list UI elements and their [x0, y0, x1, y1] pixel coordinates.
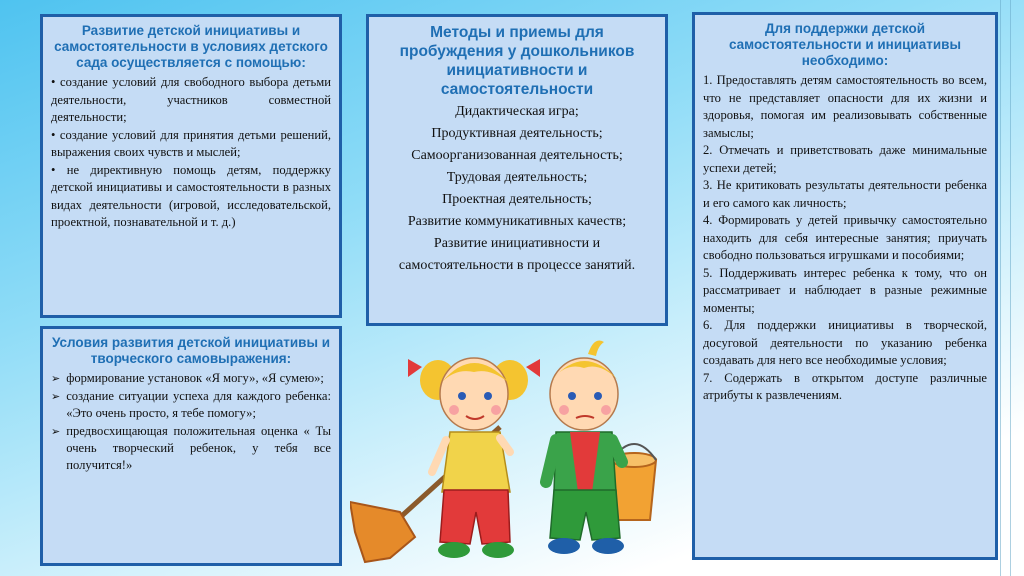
arrow-bullet-icon: ➢: [51, 425, 61, 438]
conditions-item: ➢ формирование установок «Я могу», «Я сумею»;: [51, 371, 324, 385]
method-item: Развитие инициативности и самостоятельности в процессе занятий.: [398, 236, 636, 273]
method-item: Продуктивная деятельность;: [431, 126, 603, 141]
arrow-bullet-icon: ➢: [51, 372, 61, 385]
conditions-title: Условия развития детской инициативы и творческого самовыражения:: [51, 335, 331, 366]
support-item: 2. Отмечать и приветствовать даже минимальные успехи детей;: [703, 143, 987, 175]
arrow-bullet-icon: ➢: [51, 390, 61, 403]
initiative-item: • создание условий для принятия детьми решений, выражения своих чувств и мыслей;: [51, 127, 331, 159]
method-item: Развитие коммуникативных качеств;: [407, 214, 627, 229]
methods-title: Методы и приемы для пробуждения у дошкольников инициативности и самостоятельности: [399, 24, 635, 98]
support-item: 5. Поддерживать интерес ребенка к тому, что он рассматривает и наблюдает в разные режимные моменты;: [703, 265, 987, 315]
support-title: Для поддержки детской самостоятельности и инициативы необходимо:: [729, 21, 961, 68]
girl-figure: [350, 358, 540, 562]
support-item: 6. Для поддержки инициативы в творческой, досуговой деятельности по указанию ребенка создавать для него все необходимые условия;: [703, 318, 987, 367]
support-item: 7. Содержать в открытом доступе различные атрибуты к развлечениям.: [703, 370, 987, 402]
method-item: Самоорганизованная деятельность;: [411, 148, 623, 163]
support-panel: [692, 12, 998, 560]
support-item: 3. Не критиковать результаты деятельности ребенка и его самого как личность;: [703, 178, 987, 210]
support-item: 4. Формировать у детей привычку самостоятельно находить для себя интересные занятия; приучать свободно пользоваться игрушками и пособиями;: [703, 213, 987, 262]
conditions-panel: [40, 326, 342, 566]
decorative-line: [1010, 0, 1011, 576]
initiative-title: Развитие детской инициативы и самостоятельности в условиях детского сада осуществляется с помощью:: [54, 23, 328, 70]
method-item: Трудовая деятельность;: [446, 170, 588, 185]
support-item: 1. Предоставлять детям самостоятельность во всем, что не представляет опасности для их жизни и здоровья, помогая им реализовывать собственные замыслы;: [703, 73, 987, 140]
children-illustration: [350, 332, 670, 568]
conditions-item: ➢ создание ситуации успеха для каждого ребенка: «Это очень просто, я тебе помогу»;: [51, 389, 331, 420]
boy-figure: [546, 341, 656, 555]
initiative-item: • не директивную помощь детям, поддержку детской инициативы и самостоятельности в разных видах деятельности (игровой, исследовательской, проектной, познавательной и т. д.): [51, 162, 331, 229]
decorative-line: [1000, 0, 1001, 576]
method-item: Дидактическая игра;: [455, 104, 579, 119]
initiative-item: • создание условий для свободного выбора детьми деятельности, участников совместной деятельности;: [51, 75, 331, 124]
conditions-item: ➢ предвосхищающая положительная оценка « Ты очень творческий ребенок, у тебя все получится!»: [51, 424, 331, 472]
method-item: Проектная деятельность;: [442, 192, 592, 207]
initiative-panel: [40, 14, 342, 318]
methods-panel: [366, 14, 668, 326]
